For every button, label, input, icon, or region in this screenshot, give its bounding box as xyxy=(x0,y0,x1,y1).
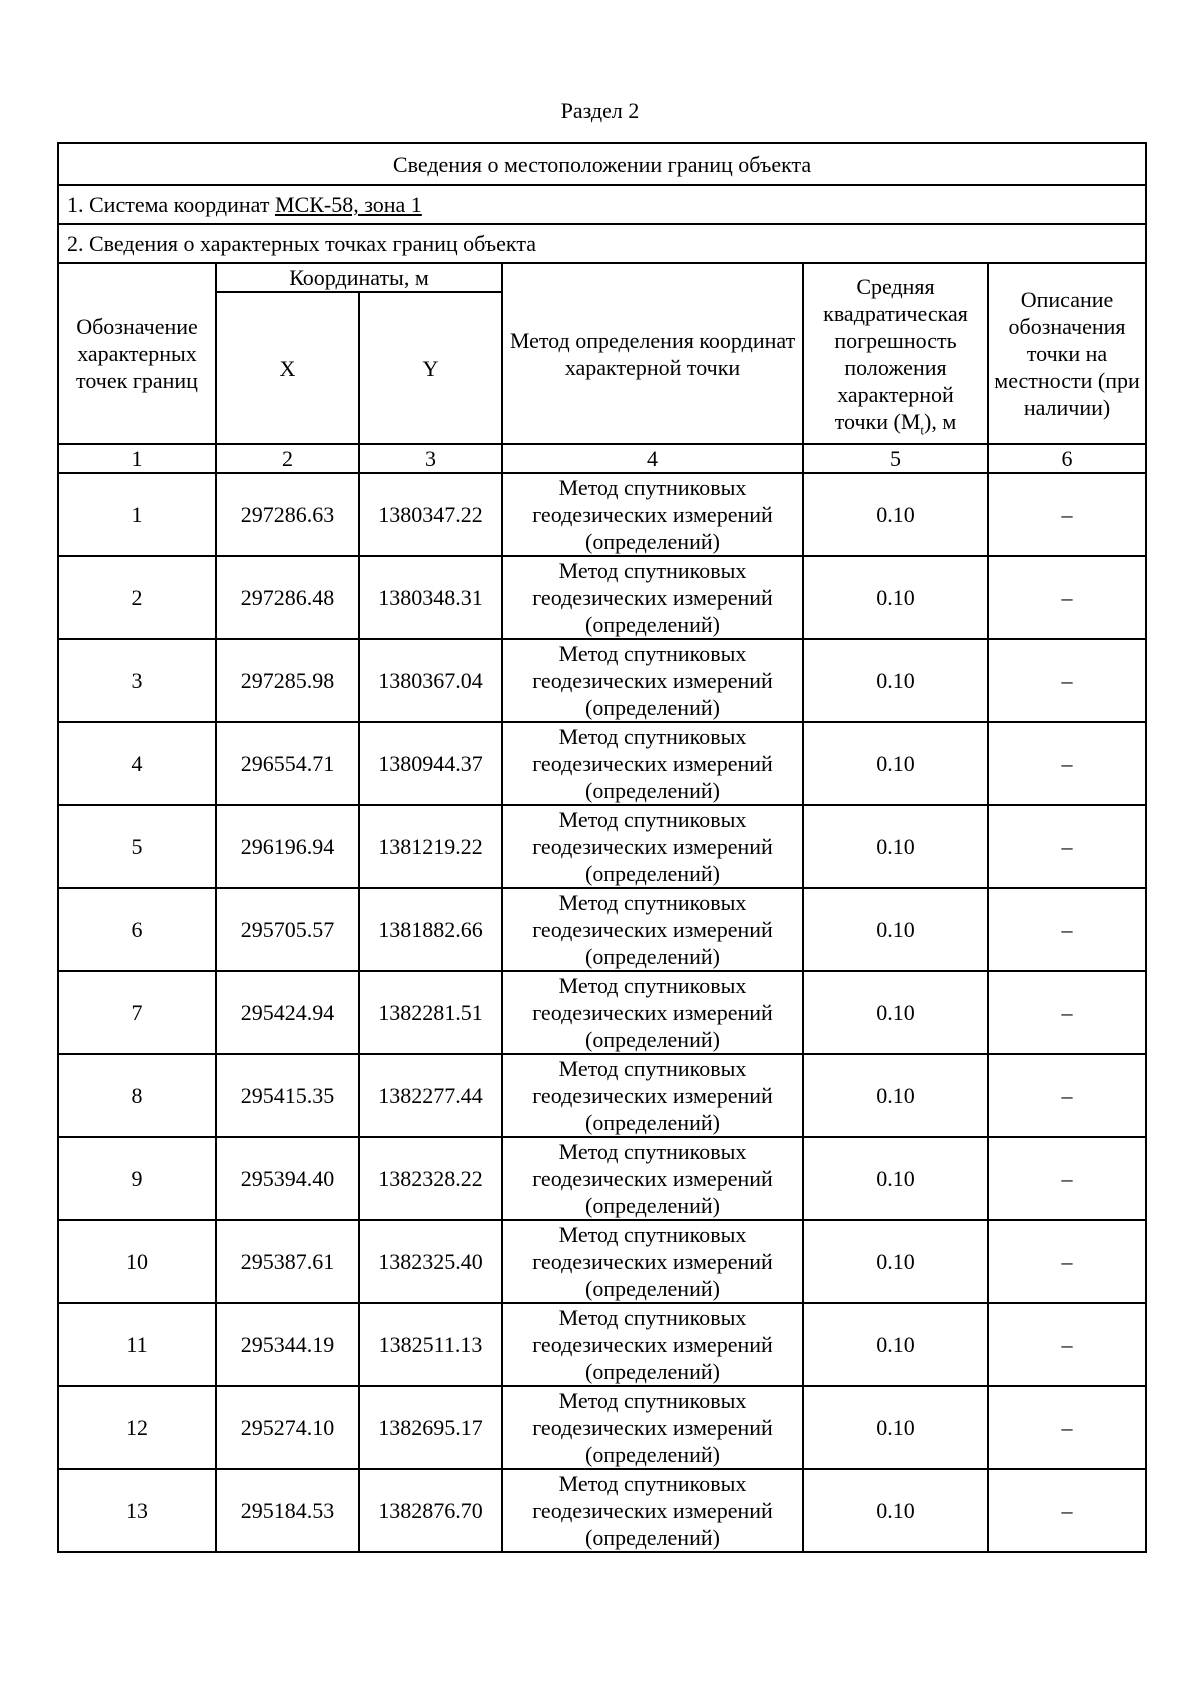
table-row xyxy=(58,1220,1146,1303)
table-row xyxy=(58,639,1146,722)
table-title: Сведения о местоположении границ объекта xyxy=(58,143,1146,185)
cell-method: Метод спутниковых геодезических измерений (определений) xyxy=(502,473,803,556)
cell-error: 0.10 xyxy=(803,1137,988,1220)
cell-error: 0.10 xyxy=(803,1386,988,1469)
cell-x: 295274.10 xyxy=(216,1386,359,1469)
cell-description: – xyxy=(988,1303,1146,1386)
header-description: Описание обозначения точки на местности (при наличии) xyxy=(988,263,1146,444)
header-y: Y xyxy=(359,292,502,444)
cell-description: – xyxy=(988,1220,1146,1303)
header-error-main: Средняя квадратическая погрешность положения характерной точки (M xyxy=(823,273,968,434)
cell-y: 1382511.13 xyxy=(359,1303,502,1386)
cell-x: 295424.94 xyxy=(216,971,359,1054)
cell-description: – xyxy=(988,556,1146,639)
cell-y: 1382328.22 xyxy=(359,1137,502,1220)
header-method: Метод определения координат характерной точки xyxy=(502,263,803,444)
cell-error: 0.10 xyxy=(803,639,988,722)
cell-method: Метод спутниковых геодезических измерений (определений) xyxy=(502,1137,803,1220)
header-error-sub: t xyxy=(920,421,925,437)
cell-error: 0.10 xyxy=(803,556,988,639)
cell-x: 297286.63 xyxy=(216,473,359,556)
cell-description: – xyxy=(988,1137,1146,1220)
cell-description: – xyxy=(988,639,1146,722)
header-coordinates: Координаты, м xyxy=(216,263,502,292)
cell-x: 296196.94 xyxy=(216,805,359,888)
cell-description: – xyxy=(988,805,1146,888)
cell-error: 0.10 xyxy=(803,971,988,1054)
table-row xyxy=(58,473,1146,556)
cell-point: 8 xyxy=(58,1054,216,1137)
table-row xyxy=(58,722,1146,805)
cell-point: 10 xyxy=(58,1220,216,1303)
cell-point: 4 xyxy=(58,722,216,805)
column-number: 1 xyxy=(58,444,216,473)
section-title: Раздел 2 xyxy=(560,98,640,123)
cell-method: Метод спутниковых геодезических измерений (определений) xyxy=(502,639,803,722)
cell-x: 295415.35 xyxy=(216,1054,359,1137)
cell-error: 0.10 xyxy=(803,888,988,971)
coord-system-value: МСК-58, зона 1 xyxy=(274,192,422,217)
cell-description: – xyxy=(988,971,1146,1054)
cell-method: Метод спутниковых геодезических измерений (определений) xyxy=(502,1469,803,1552)
cell-method: Метод спутниковых геодезических измерений (определений) xyxy=(502,556,803,639)
table-row xyxy=(58,1054,1146,1137)
column-number: 6 xyxy=(988,444,1146,473)
cell-x: 295705.57 xyxy=(216,888,359,971)
table-row xyxy=(58,1303,1146,1386)
cell-x: 296554.71 xyxy=(216,722,359,805)
table-row xyxy=(58,556,1146,639)
cell-point: 11 xyxy=(58,1303,216,1386)
cell-y: 1382325.40 xyxy=(359,1220,502,1303)
cell-point: 9 xyxy=(58,1137,216,1220)
table-row xyxy=(58,1469,1146,1552)
cell-y: 1380367.04 xyxy=(359,639,502,722)
boundary-points-table xyxy=(57,142,1147,1553)
header-designation: Обозначение характерных точек границ xyxy=(58,263,216,444)
cell-error: 0.10 xyxy=(803,805,988,888)
cell-error: 0.10 xyxy=(803,1303,988,1386)
column-number: 4 xyxy=(502,444,803,473)
cell-point: 12 xyxy=(58,1386,216,1469)
cell-method: Метод спутниковых геодезических измерений (определений) xyxy=(502,1303,803,1386)
cell-description: – xyxy=(988,1469,1146,1552)
cell-y: 1380347.22 xyxy=(359,473,502,556)
table-row xyxy=(58,805,1146,888)
cell-x: 297286.48 xyxy=(216,556,359,639)
points-heading: 2. Сведения о характерных точках границ объекта xyxy=(58,224,1146,263)
cell-point: 5 xyxy=(58,805,216,888)
column-number: 2 xyxy=(216,444,359,473)
cell-description: – xyxy=(988,722,1146,805)
cell-error: 0.10 xyxy=(803,722,988,805)
cell-y: 1382281.51 xyxy=(359,971,502,1054)
cell-x: 297285.98 xyxy=(216,639,359,722)
column-number: 3 xyxy=(359,444,502,473)
cell-y: 1382876.70 xyxy=(359,1469,502,1552)
cell-point: 13 xyxy=(58,1469,216,1552)
cell-error: 0.10 xyxy=(803,1469,988,1552)
coord-system-prefix: 1. Система координат xyxy=(67,192,270,217)
table-row xyxy=(58,888,1146,971)
cell-point: 3 xyxy=(58,639,216,722)
cell-error: 0.10 xyxy=(803,473,988,556)
coord-system-line xyxy=(58,185,1146,224)
table-row xyxy=(58,971,1146,1054)
cell-x: 295184.53 xyxy=(216,1469,359,1552)
cell-point: 7 xyxy=(58,971,216,1054)
cell-y: 1380348.31 xyxy=(359,556,502,639)
cell-point: 6 xyxy=(58,888,216,971)
cell-method: Метод спутниковых геодезических измерений (определений) xyxy=(502,1220,803,1303)
cell-y: 1382695.17 xyxy=(359,1386,502,1469)
cell-y: 1381219.22 xyxy=(359,805,502,888)
cell-method: Метод спутниковых геодезических измерений (определений) xyxy=(502,1386,803,1469)
cell-error: 0.10 xyxy=(803,1054,988,1137)
cell-method: Метод спутниковых геодезических измерений (определений) xyxy=(502,1054,803,1137)
table-row xyxy=(58,1137,1146,1220)
cell-method: Метод спутниковых геодезических измерений (определений) xyxy=(502,722,803,805)
cell-point: 2 xyxy=(58,556,216,639)
column-numbers-row xyxy=(58,444,1146,473)
header-x: X xyxy=(216,292,359,444)
column-number: 5 xyxy=(803,444,988,473)
cell-y: 1382277.44 xyxy=(359,1054,502,1137)
cell-description: – xyxy=(988,1054,1146,1137)
cell-y: 1380944.37 xyxy=(359,722,502,805)
header-error xyxy=(803,263,988,444)
cell-description: – xyxy=(988,1386,1146,1469)
cell-y: 1381882.66 xyxy=(359,888,502,971)
cell-method: Метод спутниковых геодезических измерений (определений) xyxy=(502,805,803,888)
cell-x: 295394.40 xyxy=(216,1137,359,1220)
cell-error: 0.10 xyxy=(803,1220,988,1303)
cell-x: 295344.19 xyxy=(216,1303,359,1386)
table-row xyxy=(58,1386,1146,1469)
cell-method: Метод спутниковых геодезических измерений (определений) xyxy=(502,888,803,971)
cell-x: 295387.61 xyxy=(216,1220,359,1303)
cell-description: – xyxy=(988,888,1146,971)
cell-method: Метод спутниковых геодезических измерений (определений) xyxy=(502,971,803,1054)
cell-description: – xyxy=(988,473,1146,556)
header-error-tail: ), м xyxy=(924,408,957,434)
cell-point: 1 xyxy=(58,473,216,556)
